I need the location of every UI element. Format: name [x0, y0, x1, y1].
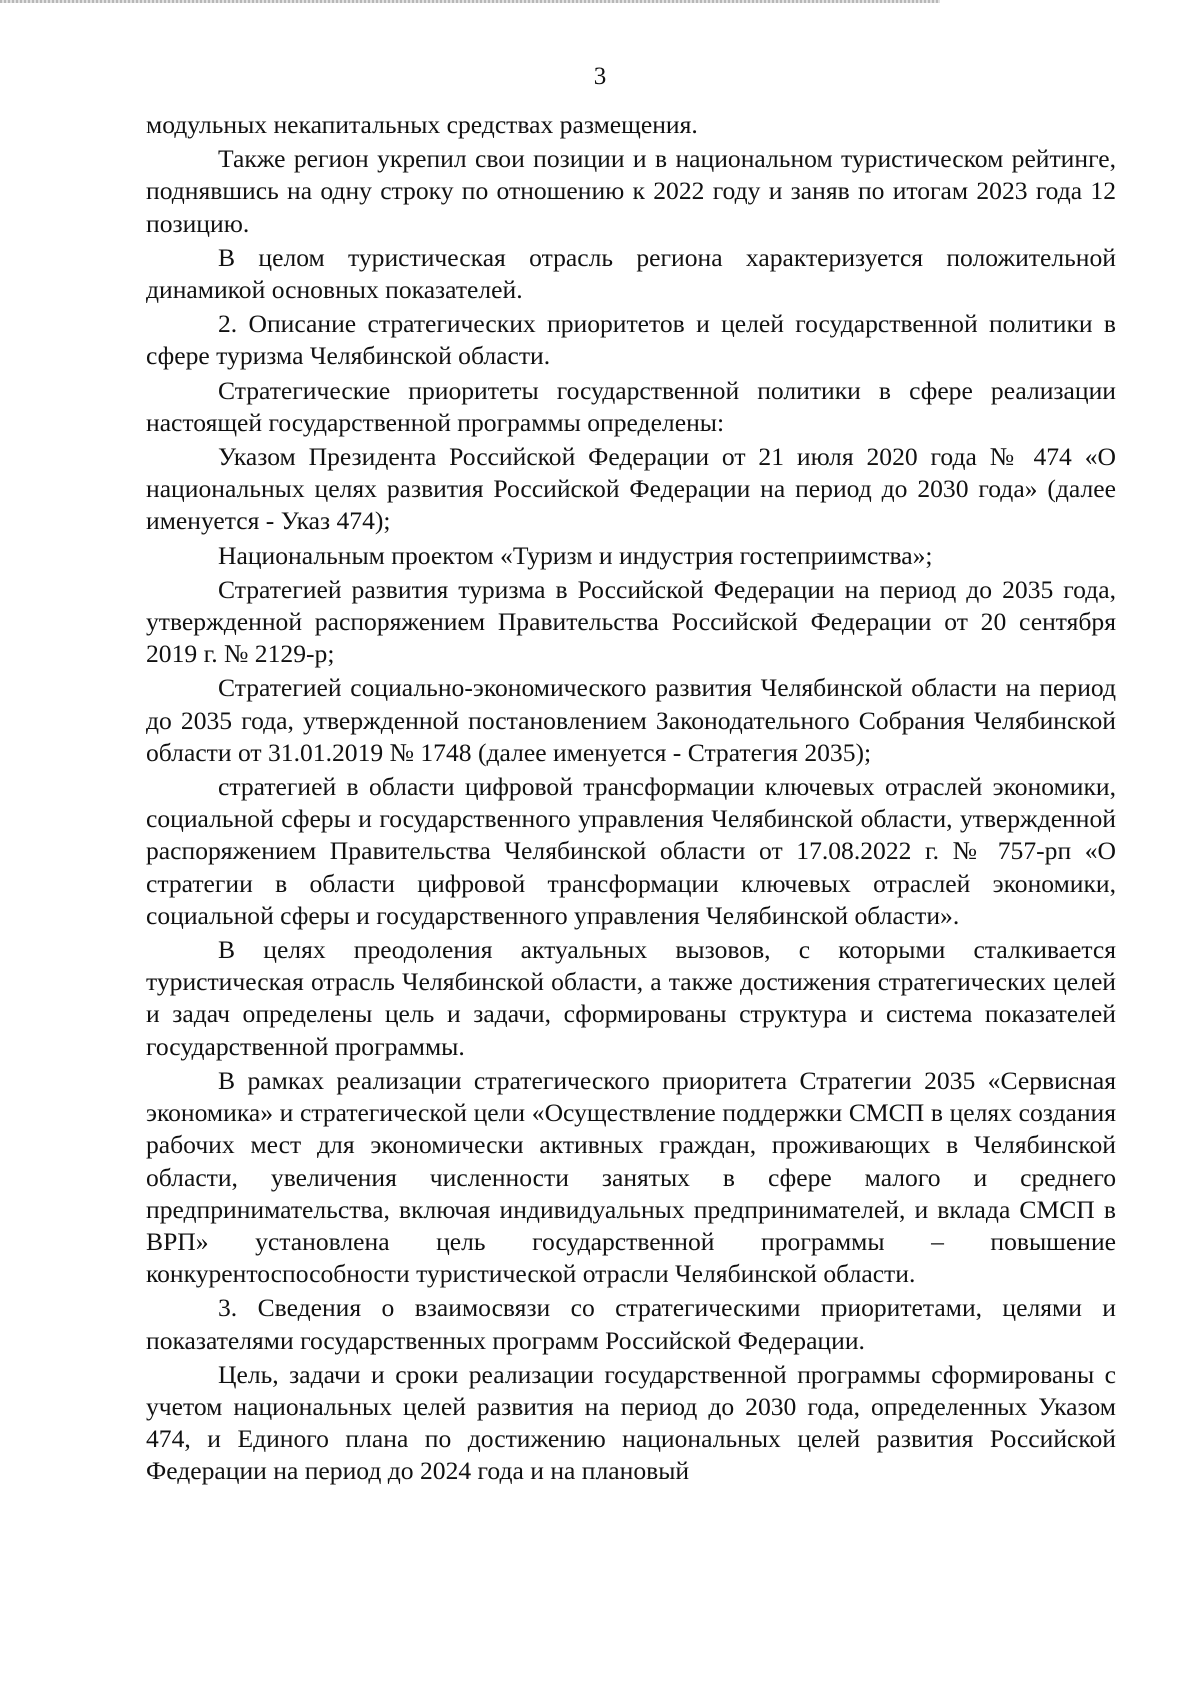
paragraph-national-project: Национальным проектом «Туризм и индустрия гостеприимства»; [218, 540, 933, 570]
paragraph-goals-timeline: Цель, задачи и сроки реализации государственной программы сформированы с учетом национальных целей развития на период до 2030 года, определенных Указом 474, и Единого плана по достижению национальных целей развития Российской Федерации на период до 2024 года и на плановый [146, 1359, 1116, 1486]
paragraph-digital-strategy: стратегией в области цифровой трансформации ключевых отраслей экономики, социальной сферы и государственного управления Челябинской области, утвержденной распоряжением Правительства Челябинской области от 17.08.2022 г. № 757-рп «О стратегии в области цифровой трансформации ключевых отраслей экономики, социальной сферы и государственного управления Челябинской области». [146, 772, 1116, 930]
paragraph-tourism-strategy: Стратегией развития туризма в Российской Федерации на период до 2035 года, утвержденной распоряжением Правительства Российской Федерации от 20 сентября 2019 г. № 2129-р; [146, 574, 1116, 669]
section-heading-3: 3. Сведения о взаимосвязи со стратегическими приоритетами, целями и показателями государственных программ Российской Федерации. [146, 1293, 1116, 1355]
paragraph-priorities-intro: Стратегические приоритеты государственной политики в сфере реализации настоящей государственной программы определены: [146, 375, 1116, 437]
paragraph-service-economy: В рамках реализации стратегического приоритета Стратегии 2035 «Сервисная экономика» и стратегической цели «Осуществление поддержки СМСП в целях создания рабочих мест для экономически активных граждан, проживающих в Челябинской области, увеличения численности занятых в сфере малого и среднего предпринимательства, включая индивидуальных предпринимателей, и вклада СМСП в ВРП» установлена цель государственной программы – повышение конкурентоспособности туристической отрасли Челябинской области. [146, 1065, 1116, 1289]
page-number: 3 [593, 63, 607, 90]
paragraph-socioeconomic-strategy: Стратегией социально-экономического развития Челябинской области на период до 2035 года, утвержденной постановлением Законодательного Собрания Челябинской области от 31.01.2019 № 1748 (далее именуется - Стратегия 2035); [146, 673, 1116, 767]
paragraph-dynamics: В целом туристическая отрасль региона характеризуется положительной динамикой основных показателей. [146, 242, 1116, 305]
section-heading-2: 2. Описание стратегических приоритетов и целей государственной политики в сфере туризма Челябинской области. [146, 309, 1116, 371]
document-body [146, 109, 1116, 1488]
paragraph-challenges: В целях преодоления актуальных вызовов, с которыми сталкивается туристическая отрасль Челябинской области, а также достижения стратегических целей и задач определены цель и задачи, сформированы структура и система показателей государственной программы. [146, 935, 1116, 1061]
paragraph-continuation: модульных некапитальных средствах размещения. [146, 110, 698, 139]
scan-edge-artifact [0, 0, 940, 3]
paragraph-decree-474: Указом Президента Российской Федерации от 21 июля 2020 года № 474 «О национальных целях развития Российской Федерации на период до 2030 года» (далее именуется - Указ 474); [146, 442, 1116, 536]
paragraph-rating: Также регион укрепил свои позиции и в национальном туристическом рейтинге, поднявшись на одну строку по отношению к 2022 году и заняв по итогам 2023 года 12 позицию. [146, 144, 1116, 238]
